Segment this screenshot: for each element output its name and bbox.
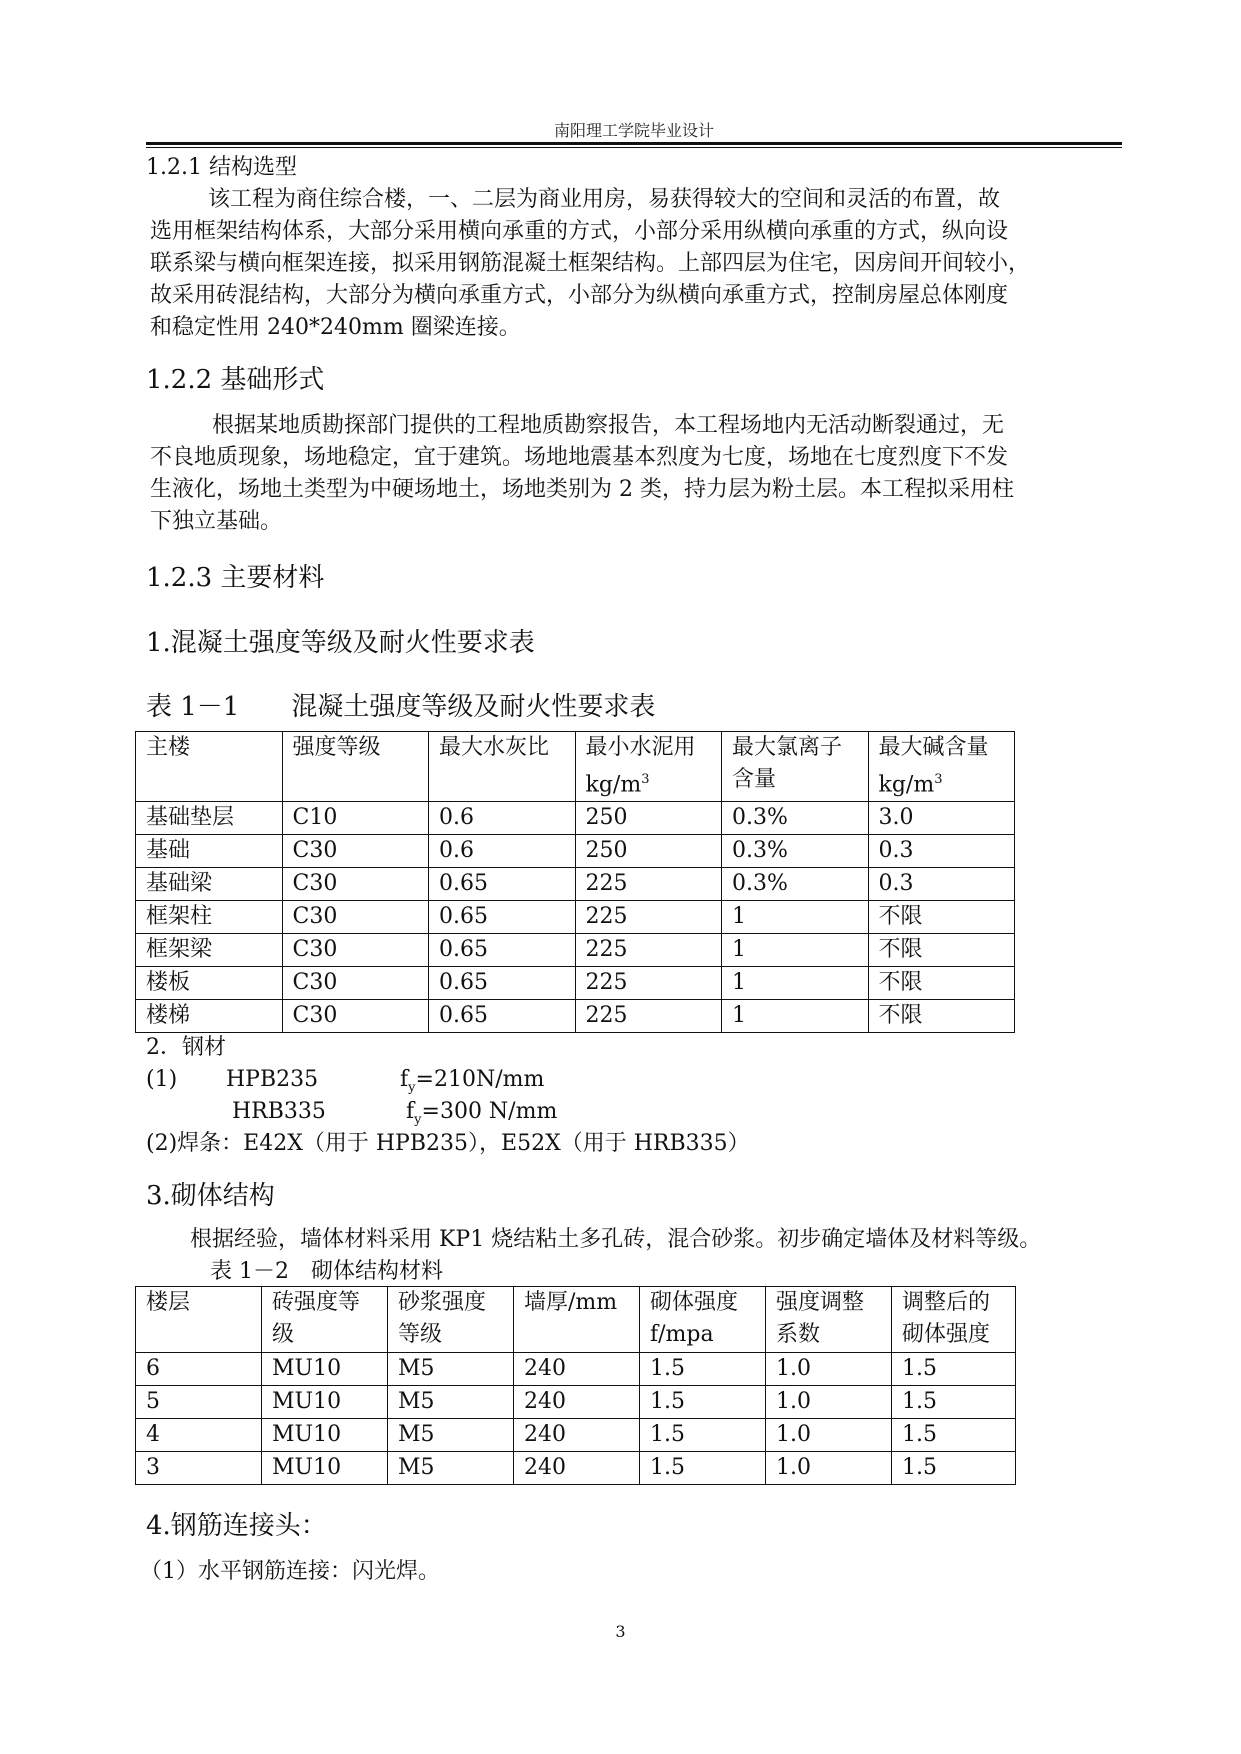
table-cell: 1 xyxy=(722,967,869,1000)
table-cell: 1.5 xyxy=(892,1419,1016,1452)
table-cell: 基础 xyxy=(136,835,283,868)
paragraph-line: 不良地质现象，场地稳定，宜于建筑。场地地震基本烈度为七度，场地在七度烈度下不发 xyxy=(150,445,1009,470)
table-cell: 0.3 xyxy=(868,835,1015,868)
table-row xyxy=(136,1452,1016,1485)
table-row xyxy=(136,1386,1016,1419)
table-header-row xyxy=(136,732,1015,802)
concrete-heading: 1.混凝土强度等级及耐火性要求表 xyxy=(146,628,535,658)
table-row xyxy=(136,868,1015,901)
table-cell: M5 xyxy=(388,1419,514,1452)
table-cell: 0.65 xyxy=(429,901,576,934)
table-cell: C30 xyxy=(282,901,429,934)
table-cell: 250 xyxy=(575,802,722,835)
welding-rod-text: (2)焊条：E42X（用于 HPB235），E52X（用于 HRB335） xyxy=(146,1131,750,1156)
table-row xyxy=(136,1419,1016,1452)
table-cell: 基础梁 xyxy=(136,868,283,901)
section-heading-123: 1.2.3 主要材料 xyxy=(146,563,325,593)
column-header: 主楼 xyxy=(136,732,283,802)
table-cell: 4 xyxy=(136,1419,262,1452)
table-cell: 1.0 xyxy=(766,1452,892,1485)
column-header: 砌体强度 f/mpa xyxy=(640,1287,766,1353)
table-cell: 不限 xyxy=(868,967,1015,1000)
table-row xyxy=(136,835,1015,868)
table-cell: 0.65 xyxy=(429,868,576,901)
table-cell: 1.5 xyxy=(892,1353,1016,1386)
steel-strength-hpb235: $f_y=210N/mm$ xyxy=(400,1067,545,1096)
table-cell: 225 xyxy=(575,967,722,1000)
table-cell: 0.3% xyxy=(722,868,869,901)
table-row xyxy=(136,1353,1016,1386)
masonry-table-caption: 表 1－2 砌体结构材料 xyxy=(210,1259,443,1284)
column-header: 砂浆强度 等级 xyxy=(388,1287,514,1353)
column-header: 最大碱含量 $kg/m^3$ xyxy=(868,732,1015,802)
rebar-heading: 4.钢筋连接头： xyxy=(146,1511,327,1541)
section-heading-121: 1.2.1 结构选型 xyxy=(146,155,297,180)
column-header: 砖强度等 级 xyxy=(262,1287,388,1353)
table-cell: 0.6 xyxy=(429,802,576,835)
table-cell: 240 xyxy=(514,1452,640,1485)
section-heading-122: 1.2.2 基础形式 xyxy=(146,365,325,395)
header-rule-thin xyxy=(146,147,1122,148)
table-cell: 1 xyxy=(722,1000,869,1033)
table-cell: 250 xyxy=(575,835,722,868)
steel-grade-hpb235: HPB235 xyxy=(226,1067,319,1092)
table-cell: 1.0 xyxy=(766,1419,892,1452)
table-cell: 225 xyxy=(575,1000,722,1033)
steel-item-1-label: (1) xyxy=(146,1067,178,1092)
table-cell: 1 xyxy=(722,934,869,967)
table-cell: 3.0 xyxy=(868,802,1015,835)
table-cell: 1.5 xyxy=(892,1452,1016,1485)
masonry-table xyxy=(135,1286,1016,1485)
paragraph-line: 生液化，场地土类型为中硬场地土，场地类别为 2 类，持力层为粉土层。本工程拟采用柱 xyxy=(150,477,1014,502)
table-cell: 楼梯 xyxy=(136,1000,283,1033)
column-header: 最小水泥用 $kg/m^3$ xyxy=(575,732,722,802)
table-cell: 1.5 xyxy=(640,1386,766,1419)
concrete-table-caption: 表 1－1 混凝土强度等级及耐火性要求表 xyxy=(146,692,656,722)
table-cell: C30 xyxy=(282,967,429,1000)
table-cell: 0.3% xyxy=(722,835,869,868)
table-cell: 5 xyxy=(136,1386,262,1419)
table-cell: 1.0 xyxy=(766,1353,892,1386)
column-header: 最大氯离子 含量 xyxy=(722,732,869,802)
column-header: 最大水灰比 xyxy=(429,732,576,802)
table-row xyxy=(136,1000,1015,1033)
masonry-heading: 3.砌体结构 xyxy=(146,1181,275,1211)
table-cell: 0.65 xyxy=(429,934,576,967)
page-header: 南阳理工学院毕业设计 xyxy=(553,121,714,140)
paragraph-line: 和稳定性用 240*240mm 圈梁连接。 xyxy=(150,315,521,340)
table-cell: 1.0 xyxy=(766,1386,892,1419)
table-cell: 框架柱 xyxy=(136,901,283,934)
table-cell: 不限 xyxy=(868,1000,1015,1033)
table-cell: M5 xyxy=(388,1386,514,1419)
paragraph-line: 下独立基础。 xyxy=(150,509,283,534)
column-header: 调整后的 砌体强度 xyxy=(892,1287,1016,1353)
table-cell: 基础垫层 xyxy=(136,802,283,835)
table-cell: 225 xyxy=(575,901,722,934)
table-cell: 240 xyxy=(514,1419,640,1452)
table-cell: MU10 xyxy=(262,1452,388,1485)
table-cell: 225 xyxy=(575,868,722,901)
table-cell: C30 xyxy=(282,934,429,967)
table-cell: 1.5 xyxy=(640,1419,766,1452)
table-cell: C30 xyxy=(282,868,429,901)
table-cell: 6 xyxy=(136,1353,262,1386)
masonry-intro: 根据经验，墙体材料采用 KP1 烧结粘土多孔砖，混合砂浆。初步确定墙体及材料等级。 xyxy=(190,1227,1042,1252)
steel-strength-hrb335: $f_y=300$ N/mm xyxy=(406,1099,558,1128)
column-header: 强度等级 xyxy=(282,732,429,802)
table-cell: 框架梁 xyxy=(136,934,283,967)
table-row xyxy=(136,934,1015,967)
table-cell: 240 xyxy=(514,1386,640,1419)
paragraph-foundation xyxy=(150,410,1122,538)
table-cell: 楼板 xyxy=(136,967,283,1000)
paragraph-line: 选用框架结构体系，大部分采用横向承重的方式，小部分采用纵横向承重的方式，纵向设 xyxy=(150,219,1009,244)
table-cell: C30 xyxy=(282,1000,429,1033)
table-row xyxy=(136,967,1015,1000)
table-cell: 不限 xyxy=(868,934,1015,967)
table-cell: MU10 xyxy=(262,1419,388,1452)
table-cell: 不限 xyxy=(868,901,1015,934)
table-cell: 240 xyxy=(514,1353,640,1386)
rebar-item-1: （1）水平钢筋连接：闪光焊。 xyxy=(140,1559,440,1584)
column-header: 墙厚/mm xyxy=(514,1287,640,1353)
table-cell: 1.5 xyxy=(640,1353,766,1386)
steel-grade-hrb335: HRB335 xyxy=(232,1099,326,1124)
table-header-row xyxy=(136,1287,1016,1353)
header-rule-thick xyxy=(146,142,1122,145)
table-cell: 3 xyxy=(136,1452,262,1485)
paragraph-structure-selection xyxy=(150,184,1122,344)
table-cell: 0.6 xyxy=(429,835,576,868)
steel-heading: 2．钢材 xyxy=(146,1035,226,1060)
paragraph-line: 故采用砖混结构，大部分为横向承重方式，小部分为纵横向承重方式，控制房屋总体刚度 xyxy=(150,283,1009,308)
concrete-table xyxy=(135,731,1015,1033)
paragraph-line: 联系梁与横向框架连接，拟采用钢筋混凝土框架结构。上部四层为住宅，因房间开间较小， xyxy=(150,251,1031,276)
column-header: 强度调整 系数 xyxy=(766,1287,892,1353)
table-cell: 0.3 xyxy=(868,868,1015,901)
table-cell: MU10 xyxy=(262,1386,388,1419)
table-cell: 225 xyxy=(575,934,722,967)
table-row xyxy=(136,901,1015,934)
paragraph-line: 根据某地质勘探部门提供的工程地质勘察报告，本工程场地内无活动断裂通过，无 xyxy=(212,413,1005,438)
table-cell: 1.5 xyxy=(640,1452,766,1485)
table-cell: C10 xyxy=(282,802,429,835)
table-cell: MU10 xyxy=(262,1353,388,1386)
paragraph-line: 该工程为商住综合楼，一、二层为商业用房，易获得较大的空间和灵活的布置，故 xyxy=(208,187,1001,212)
page-number: 3 xyxy=(615,1622,626,1641)
table-cell: 1.5 xyxy=(892,1386,1016,1419)
table-cell: 0.65 xyxy=(429,1000,576,1033)
table-cell: C30 xyxy=(282,835,429,868)
table-cell: 0.65 xyxy=(429,967,576,1000)
table-row xyxy=(136,802,1015,835)
table-cell: 1 xyxy=(722,901,869,934)
column-header: 楼层 xyxy=(136,1287,262,1353)
table-cell: M5 xyxy=(388,1452,514,1485)
table-cell: M5 xyxy=(388,1353,514,1386)
table-cell: 0.3% xyxy=(722,802,869,835)
